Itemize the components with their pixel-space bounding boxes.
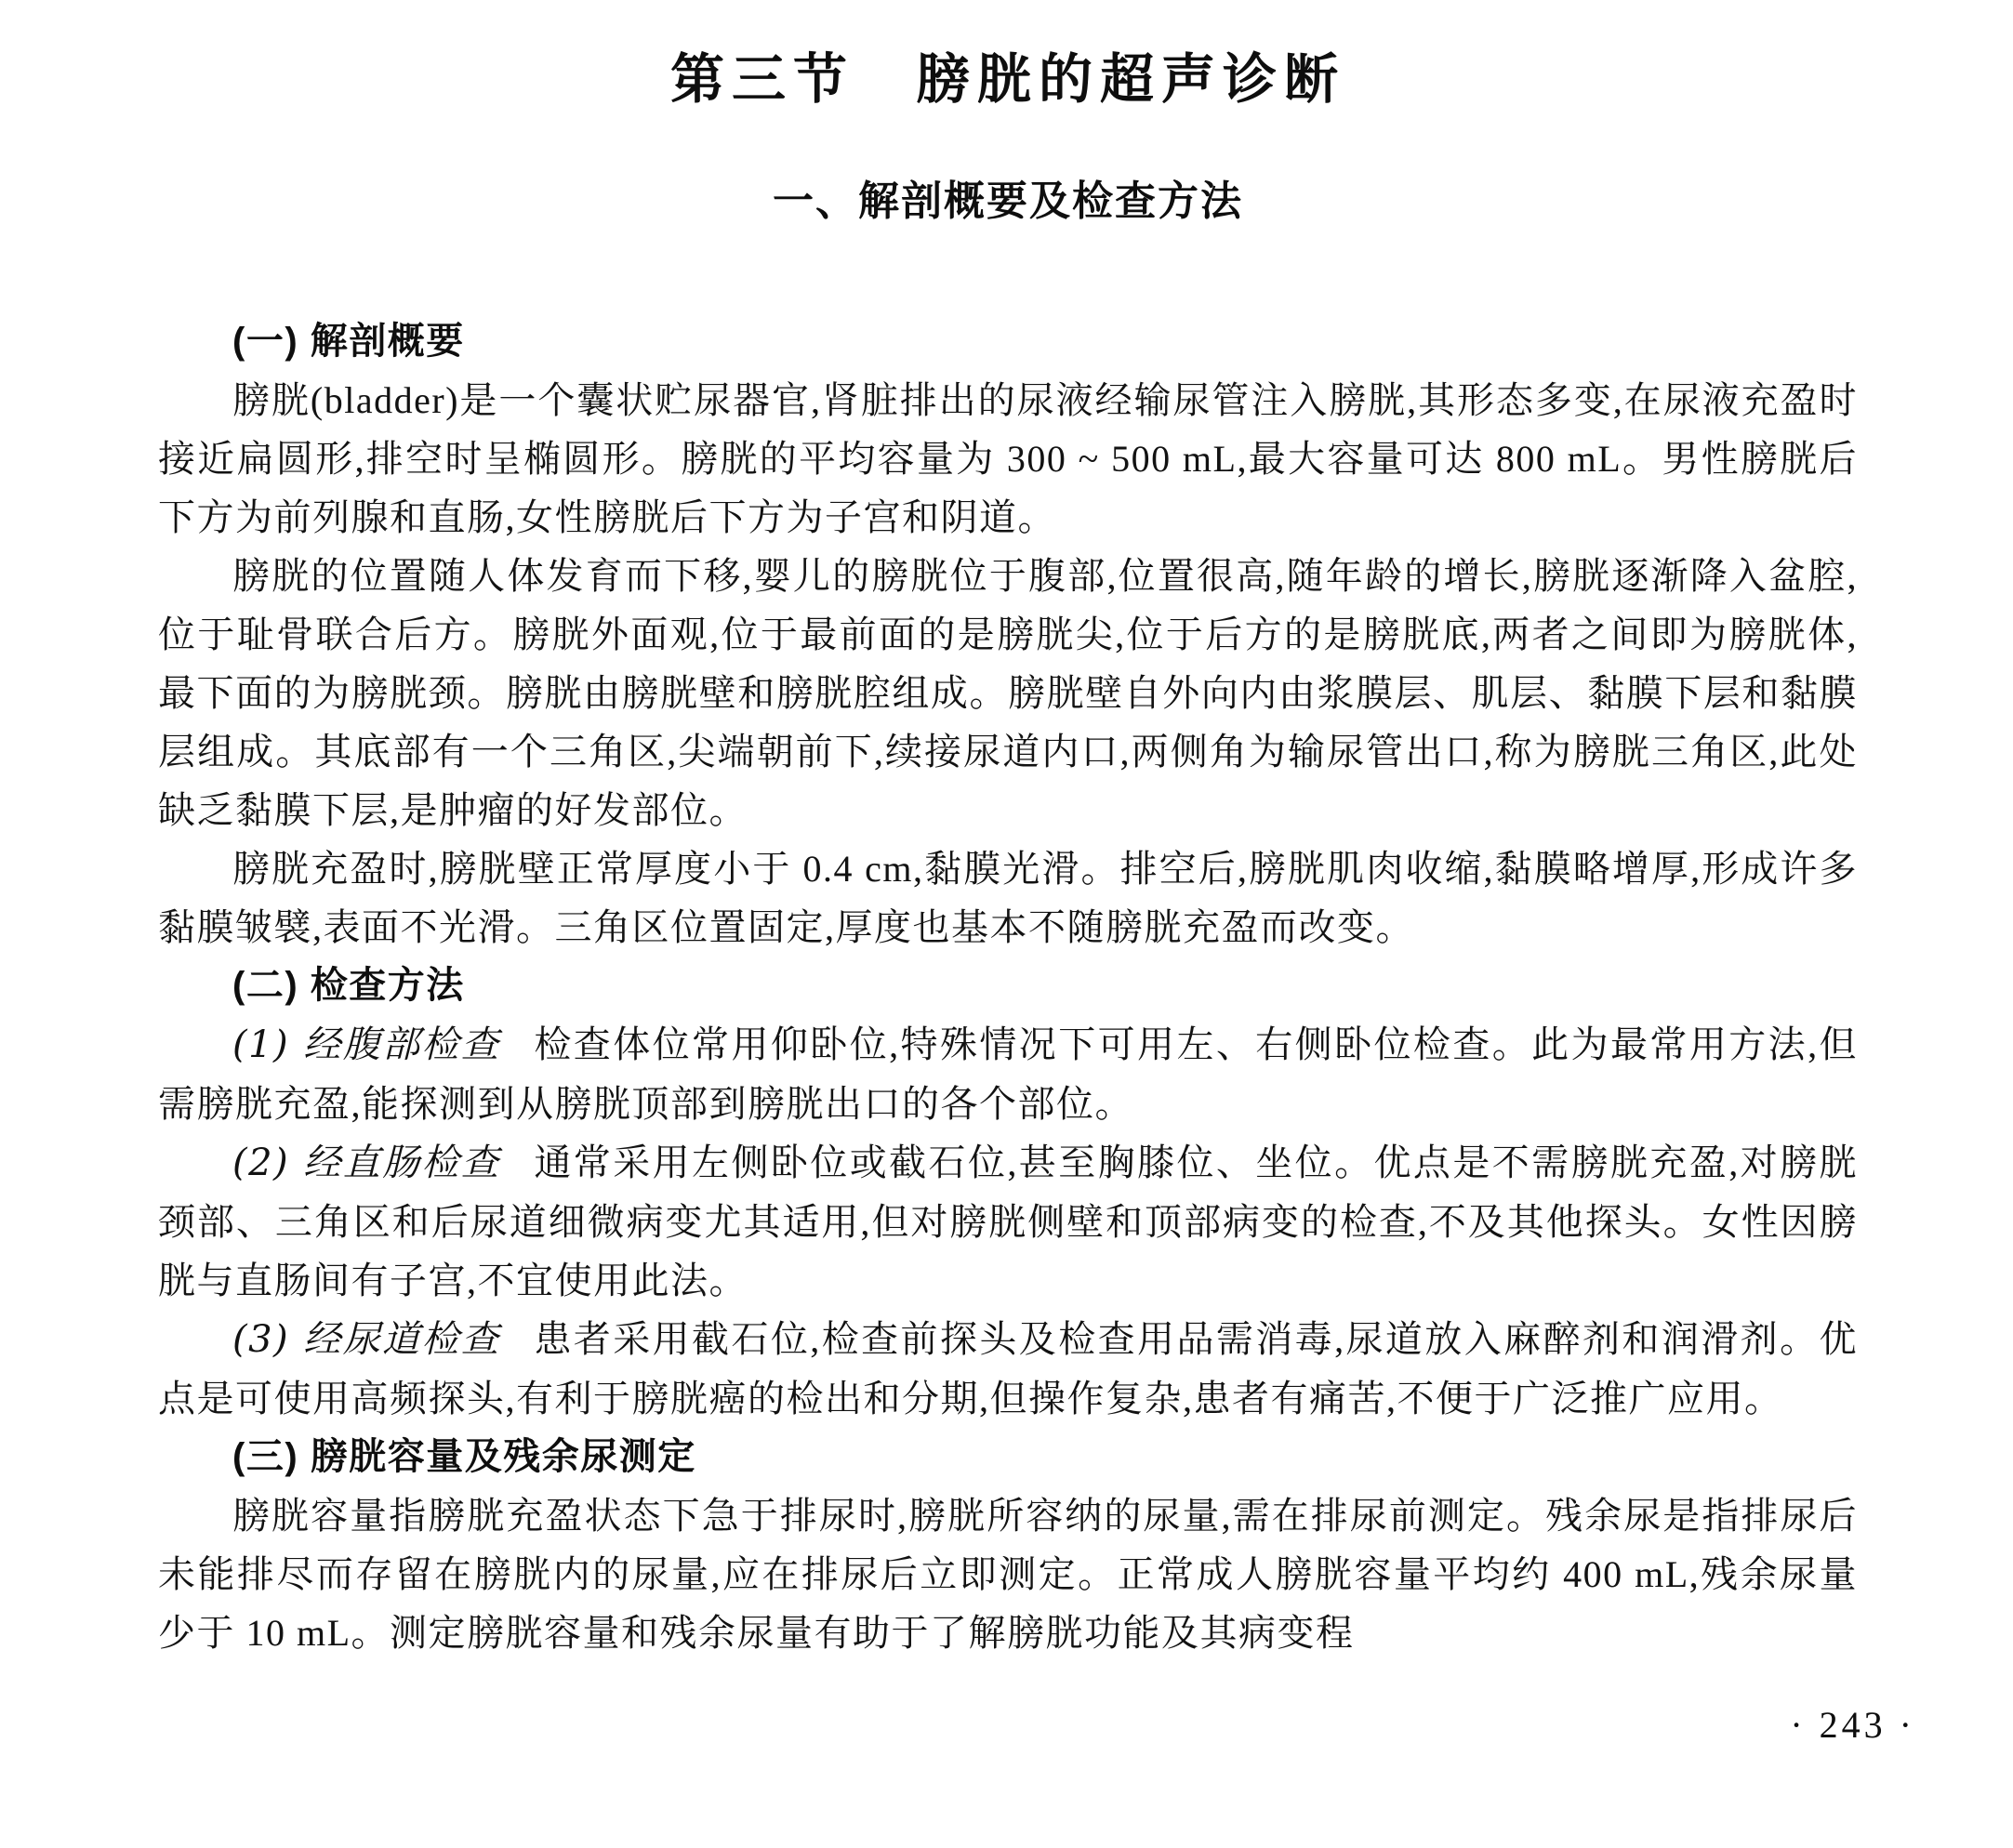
page-number: · 243 · [1790,1704,1915,1746]
heading-examination-methods: (二) 检查方法 [232,965,465,1006]
item-transurethral-exam [158,1310,1858,1428]
section-title: 第三节 膀胱的超声诊断 [669,47,1345,111]
item-text-transrectal: 通常采用左侧卧位或截石位,甚至胸膝位、坐位。优点是不需膀胱充盈,对膀胱颈部、三角区和后尿道细微病变尤其适用,但对膀胱侧壁和顶部病变的检查,不及其他探头。女性因膀胱与直肠间有子宫,不宜使用此法。 [158,1142,1859,1301]
item-text-transurethral: 患者采用截石位,检查前探头及检查用品需消毒,尿道放入麻醉剂和润滑剂。优点是可使用高频探头,有利于膀胱癌的检出和分期,但操作复杂,患者有痛苦,不便于广泛推广应用。 [158,1318,1859,1419]
item-label-transabdominal: (1) 经腹部检查 [232,1023,501,1066]
heading-capacity-residual-urine: (三) 膀胱容量及残余尿测定 [232,1436,696,1477]
item-transabdominal-exam [158,1015,1858,1133]
paragraph-bladder-definition: 膀胱(bladder)是一个囊状贮尿器官,肾脏排出的尿液经输尿管注入膀胱,其形态多变,在尿液充盈时接近扁圆形,排空时呈椭圆形。膀胱的平均容量为 300 ~ 500 mL,最大容量可达 800 mL。男性膀胱后下方为前列腺和直肠,女性膀胱后下方为子宫和阴道。 [158,379,1858,538]
body-text [158,312,1858,1662]
item-label-transurethral: (3) 经尿道检查 [232,1318,501,1361]
item-label-transrectal: (2) 经直肠检查 [232,1142,501,1184]
paragraph-capacity-residual: 膀胱容量指膀胱充盈状态下急于排尿时,膀胱所容纳的尿量,需在排尿前测定。残余尿是指排尿后未能排尽而存留在膀胱内的尿量,应在排尿后立即测定。正常成人膀胱容量平均约 400 mL,残余尿量少于 10 mL。测定膀胱容量和残余尿量有助于了解膀胱功能及其病变程 [158,1495,1858,1654]
subsection-heading: 一、解剖概要及检查方法 [773,178,1243,224]
book-page [158,0,1858,1848]
paragraph-bladder-position: 膀胱的位置随人体发育而下移,婴儿的膀胱位于腹部,位置很高,随年龄的增长,膀胱逐渐降入盆腔,位于耻骨联合后方。膀胱外面观,位于最前面的是膀胱尖,位于后方的是膀胱底,两者之间即为膀胱体,最下面的为膀胱颈。膀胱由膀胱壁和膀胱腔组成。膀胱壁自外向内由浆膜层、肌层、黏膜下层和黏膜层组成。其底部有一个三角区,尖端朝前下,续接尿道内口,两侧角为输尿管出口,称为膀胱三角区,此处缺乏黏膜下层,是肿瘤的好发部位。 [158,555,1858,831]
heading-anatomy-overview: (一) 解剖概要 [232,321,465,362]
item-text-transabdominal: 检查体位常用仰卧位,特殊情况下可用左、右侧卧位检查。此为最常用方法,但需膀胱充盈,能探测到从膀胱顶部到膀胱出口的各个部位。 [158,1023,1859,1125]
paragraph-bladder-wall: 膀胱充盈时,膀胱壁正常厚度小于 0.4 cm,黏膜光滑。排空后,膀胱肌肉收缩,黏膜略增厚,形成许多黏膜皱襞,表面不光滑。三角区位置固定,厚度也基本不随膀胱充盈而改变。 [158,848,1858,948]
item-transrectal-exam [158,1133,1858,1310]
